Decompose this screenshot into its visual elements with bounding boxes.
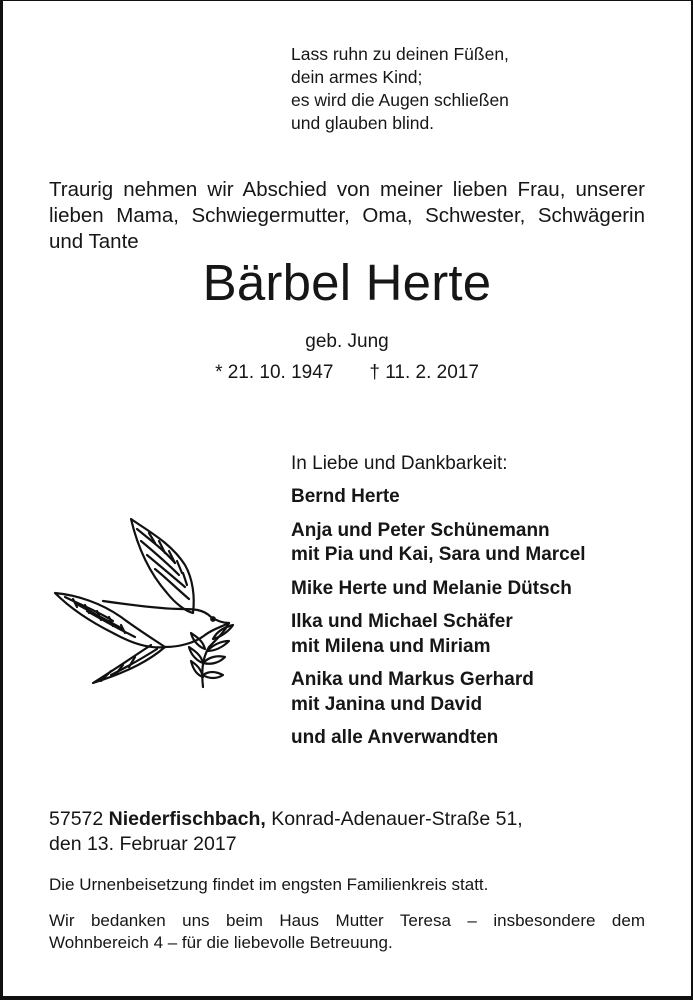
life-dates — [3, 361, 691, 385]
mourner-line: mit Pia und Kai, Sara und Marcel — [291, 544, 586, 565]
notice-date: den 13. Februar 2017 — [49, 832, 237, 855]
burial-note: Die Urnenbeisetzung findet im engsten Familienkreis statt. — [49, 875, 489, 894]
mourner-group — [291, 519, 586, 568]
maiden-name: geb. Jung — [305, 331, 389, 352]
intro-text: Traurig nehmen wir Abschied von meiner lieben Frau, unserer lieben Mama, Schwiegermutter, Oma, Schwester, Schwägerin und Tante — [49, 178, 645, 253]
mourner-line: Mike Herte und Melanie Dütsch — [291, 577, 572, 599]
address-line — [49, 807, 523, 832]
mourners-list — [291, 485, 586, 760]
town: Niederfischbach, — [108, 808, 266, 830]
poem-line: und glauben blind. — [291, 113, 435, 133]
dove-with-olive-branch-icon — [53, 513, 238, 691]
deceased-name: Bärbel Herte — [202, 254, 492, 311]
mourner-group — [291, 577, 586, 602]
mourner-group — [291, 668, 586, 717]
mourner-line: Bernd Herte — [291, 486, 400, 507]
mourner-line: Anika und Markus Gerhard — [291, 669, 534, 690]
address-block — [49, 807, 523, 856]
birth-date: * 21. 10. 1947 — [215, 362, 334, 383]
death-date: † 11. 2. 2017 — [369, 362, 479, 383]
mourner-line: und alle Anverwandten — [291, 727, 499, 748]
mourner-line: Ilka und Michael Schäfer — [291, 611, 513, 632]
mourner-group — [291, 726, 586, 751]
acknowledgement-line: Wir bedanken uns beim Haus Mutter Teresa – insbesondere dem — [49, 911, 645, 930]
mourner-line: Anja und Peter Schünemann — [291, 519, 550, 541]
poem-line: es wird die Augen schließen — [291, 90, 509, 110]
poem-line: dein armes Kind; — [291, 67, 423, 87]
postal-code: 57572 — [49, 808, 104, 830]
mourner-line: mit Janina und David — [291, 693, 483, 715]
acknowledgement — [49, 910, 645, 954]
acknowledgement-line: Wohnbereich 4 – für die liebevolle Betreuung. — [49, 933, 393, 952]
street: Konrad-Adenauer-Straße 51, — [271, 808, 523, 830]
mourner-group — [291, 485, 586, 510]
gratitude-line: In Liebe und Dankbarkeit: — [291, 453, 508, 474]
poem — [291, 43, 509, 135]
poem-line: Lass ruhn zu deinen Füßen, — [291, 44, 509, 64]
mourner-group — [291, 610, 586, 659]
mourner-line: mit Milena und Miriam — [291, 635, 491, 657]
